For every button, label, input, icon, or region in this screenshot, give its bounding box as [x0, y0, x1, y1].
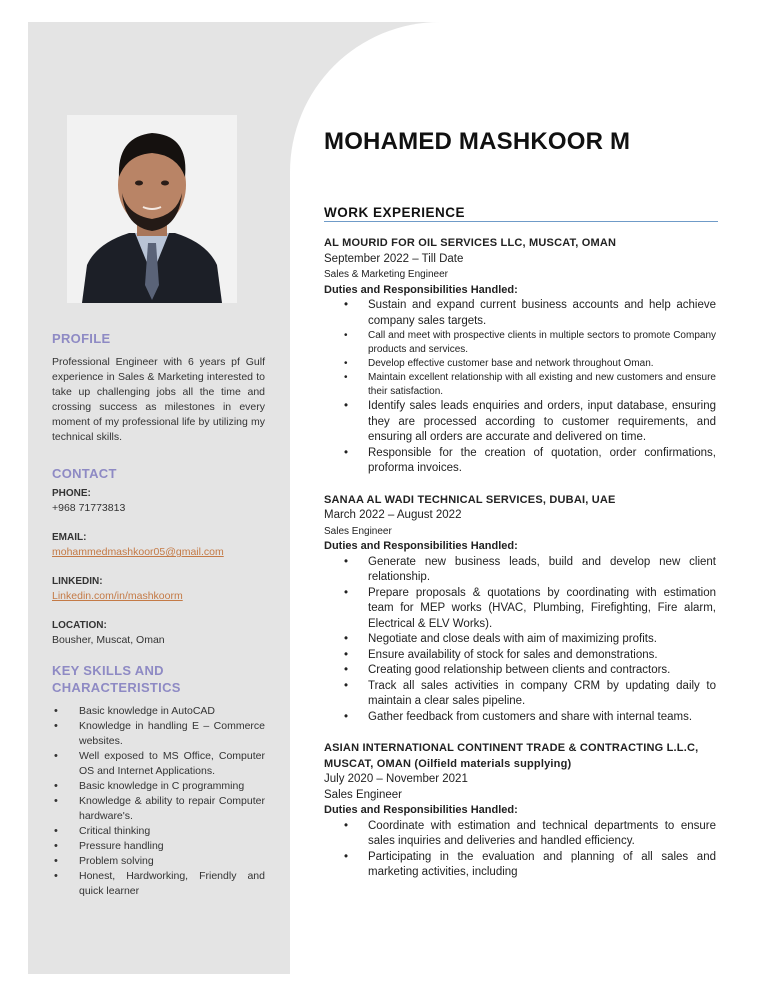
skill-item: • Critical thinking — [52, 824, 265, 839]
duty-item: • Track all sales activities in company CRM by updating daily to maintain a clear sales pipeline. — [324, 679, 716, 710]
duty-item: • Ensure availability of stock for sales and demonstrations. — [324, 648, 716, 664]
duty-item: • Participating in the evaluation and planning of all sales and marketing activities, including — [324, 850, 716, 881]
job-duties-list — [324, 555, 716, 726]
phone-value: +968 71773813 — [52, 502, 126, 514]
job-company: AL MOURID FOR OIL SERVICES LLC, MUSCAT, OMAN — [324, 237, 617, 249]
job-period: September 2022 – Till Date — [324, 252, 464, 265]
linkedin-link[interactable]: Linkedin.com/in/mashkoorm — [52, 590, 183, 602]
job-entry — [324, 236, 716, 477]
location-label: LOCATION: — [52, 620, 107, 631]
profile-text: Professional Engineer with 6 years pf Gulf experience in Sales & Marketing interested to take up challenging jobs all the time and crossing success as milestones in every moment of my professional life by utilizing my technical skills. — [52, 356, 265, 443]
skill-item: • Basic knowledge in C programming — [52, 779, 265, 794]
job-company: ASIAN INTERNATIONAL CONTINENT TRADE & CONTRACTING L.L.C, MUSCAT, OMAN (Oilfield materials supplying) — [324, 742, 699, 770]
job-duties-list — [324, 819, 716, 881]
skill-item: • Problem solving — [52, 854, 265, 869]
job-duties-label: Duties and Responsibilities Handled: — [324, 283, 518, 296]
job-duties-label: Duties and Responsibilities Handled: — [324, 540, 518, 552]
duty-item: • Sustain and expand current business accounts and help achieve company sales targets. — [324, 298, 716, 329]
duty-item: • Maintain excellent relationship with all existing and new customers and ensure their satisfaction. — [324, 371, 716, 399]
sidebar — [52, 330, 265, 899]
duty-item: • Responsible for the creation of quotation, order confirmations, proforma invoices. — [324, 446, 716, 477]
linkedin-label: LINKEDIN: — [52, 576, 103, 587]
email-label: EMAIL: — [52, 532, 87, 543]
job-entry — [324, 493, 716, 726]
profile-photo-avatar — [67, 115, 237, 303]
email-link[interactable]: mohammedmashkoor05@gmail.com — [52, 546, 224, 558]
job-entry — [324, 741, 716, 881]
duty-item: • Generate new business leads, build and develop new client relationship. — [324, 555, 716, 586]
job-duties-label: Duties and Responsibilities Handled: — [324, 804, 518, 816]
job-role: Sales Engineer — [324, 788, 402, 801]
duty-item: • Negotiate and close deals with aim of maximizing profits. — [324, 632, 716, 648]
work-experience-heading: WORK EXPERIENCE — [324, 205, 718, 222]
duty-item: • Call and meet with prospective clients in multiple sectors to promote Company products and services. — [324, 329, 716, 357]
skill-item: • Knowledge & ability to repair Computer hardware's. — [52, 794, 265, 824]
job-period: March 2022 – August 2022 — [324, 509, 462, 521]
skills-list — [52, 704, 265, 899]
job-role: Sales & Marketing Engineer — [324, 269, 448, 280]
phone-label: PHONE: — [52, 488, 91, 499]
duty-item: • Identify sales leads enquiries and orders, input database, ensuring they are processed according to customer requirements, and ensuring all orders are accurate and delivered on time. — [324, 399, 716, 446]
job-role: Sales Engineer — [324, 525, 392, 537]
skill-item: • Basic knowledge in AutoCAD — [52, 704, 265, 719]
skill-item: • Well exposed to MS Office, Computer OS and Internet Applications. — [52, 749, 265, 779]
location-value: Bousher, Muscat, Oman — [52, 634, 165, 646]
work-experience — [324, 236, 716, 881]
skill-item: • Honest, Hardworking, Friendly and quick learner — [52, 869, 265, 899]
duty-item: • Prepare proposals & quotations by coordinating with estimation team for MEP works (HVAC, Plumbing, Firefighting, Fire alarm, Electrical & ELV Works). — [324, 586, 716, 633]
contact-heading: CONTACT — [52, 466, 117, 481]
duty-item: • Develop effective customer base and network throughout Oman. — [324, 357, 716, 371]
duty-item: • Creating good relationship between clients and contractors. — [324, 663, 716, 679]
profile-heading: PROFILE — [52, 331, 111, 346]
profile-photo — [67, 115, 237, 303]
job-company: SANAA AL WADI TECHNICAL SERVICES, DUBAI, UAE — [324, 493, 616, 506]
skills-heading-line1: KEY SKILLS AND — [52, 663, 164, 678]
skills-heading — [52, 662, 265, 696]
duty-item: • Coordinate with estimation and technical departments to ensure sales inquiries and deliveries and handled efficiency. — [324, 819, 716, 850]
skill-item: • Pressure handling — [52, 839, 265, 854]
skills-heading-line2: CHARACTERISTICS — [52, 680, 181, 695]
skill-item: • Knowledge in handling E – Commerce websites. — [52, 719, 265, 749]
candidate-name: MOHAMED MASHKOOR M — [324, 128, 631, 155]
job-period: July 2020 – November 2021 — [324, 773, 468, 785]
duty-item: • Gather feedback from customers and share with internal teams. — [324, 710, 716, 726]
job-duties-list — [324, 298, 716, 477]
